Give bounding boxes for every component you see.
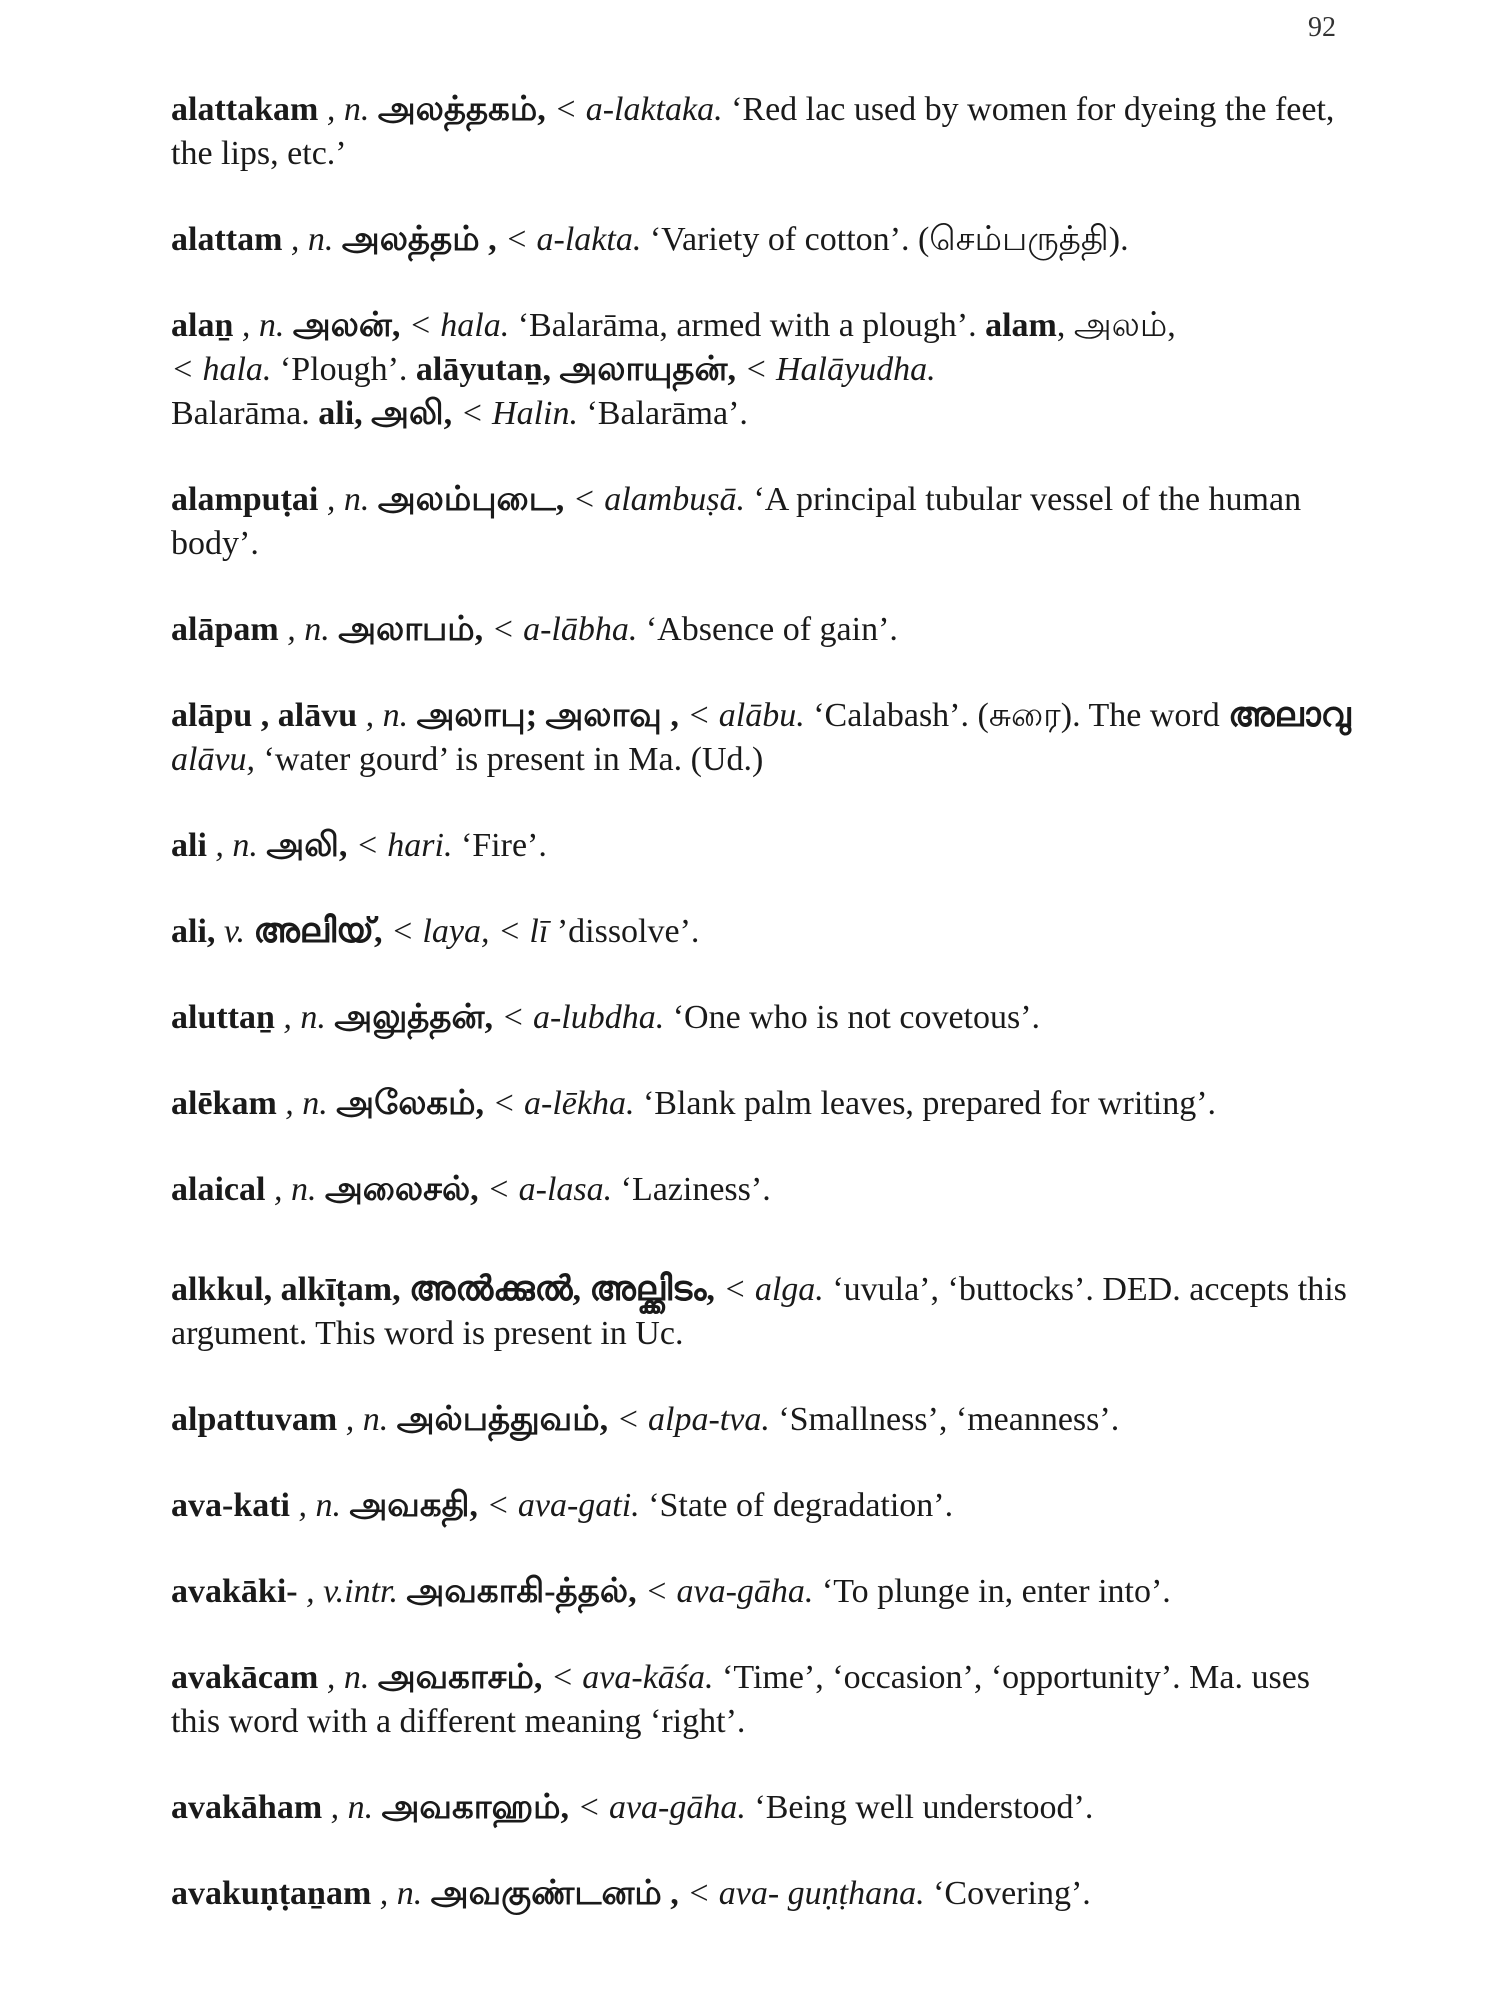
dictionary-entry <box>171 1268 1356 1356</box>
part-of-speech: , n. <box>365 697 409 734</box>
etymology: < alpa-tva. <box>616 1401 770 1438</box>
headword: alāpu , alāvu <box>171 697 358 734</box>
headword: alkkul, alkīṭam, <box>171 1271 401 1308</box>
gloss: ‘Balarāma’. <box>586 395 748 432</box>
part-of-speech: , n. <box>241 307 285 344</box>
entry-list <box>171 88 1356 1916</box>
part-of-speech: , n. <box>326 481 370 518</box>
etymology: < ava-kāśa. <box>550 1659 714 1696</box>
etymology: < alambuṣā. <box>572 481 745 518</box>
tamil-form: அவகாசம், <box>377 1659 543 1696</box>
part-of-speech: , n. <box>287 611 330 648</box>
gloss: ‘State of degradation’. <box>648 1487 954 1524</box>
part-of-speech: , n. <box>290 221 334 258</box>
tamil-form: அவகுண்டனம் , <box>430 1875 679 1912</box>
headword: ali, <box>171 913 216 950</box>
tamil-form: அலன், <box>292 307 401 344</box>
malayalam-form: അലിയ്, <box>253 913 383 950</box>
gloss: ‘Blank palm leaves, prepared for writing’. <box>642 1085 1217 1122</box>
headword: alattam <box>171 221 283 258</box>
etymology: < a-lasa. <box>487 1171 613 1208</box>
gloss: ‘Plough’. <box>279 351 408 388</box>
tamil-form: அவகாஹம், <box>381 1789 570 1826</box>
headword: avakāki- <box>171 1573 298 1610</box>
dictionary-entry <box>171 996 1356 1040</box>
gloss: ‘To plunge in, enter into’. <box>821 1573 1171 1610</box>
dictionary-entry <box>171 1656 1356 1744</box>
gloss: ‘Fire’. <box>460 827 547 864</box>
gloss: ‘Calabash’. (சுரை). The word <box>813 697 1220 734</box>
part-of-speech: v. <box>223 913 245 950</box>
gloss: ‘Time’, ‘occasion’, ‘opportunity’. Ma. uses this word with a different meaning ‘right’. <box>171 1659 1311 1740</box>
headword: aluttaṉ <box>171 999 275 1036</box>
tamil-form: அவகாகி-த்தல், <box>406 1573 637 1610</box>
headword: ali <box>318 395 355 432</box>
dictionary-entry <box>171 824 1356 868</box>
dictionary-entry <box>171 694 1356 782</box>
gloss: ‘Variety of cotton’. (செம்பருத்தி). <box>649 221 1129 258</box>
gloss: ‘water gourd’ is present in Ma. (Ud.) <box>263 741 764 778</box>
dictionary-entry <box>171 1168 1356 1212</box>
dictionary-entry <box>171 88 1356 176</box>
dictionary-entry <box>171 1484 1356 1528</box>
gloss: ‘Being well understood’. <box>754 1789 1094 1826</box>
dictionary-entry <box>171 910 1356 954</box>
gloss: ‘Balarāma, armed with a plough’. <box>517 307 977 344</box>
headword: alāyutaṉ <box>415 351 543 388</box>
headword: alēkam <box>171 1085 277 1122</box>
headword: alam <box>985 307 1057 344</box>
dictionary-entry <box>171 1570 1356 1614</box>
tamil-form: , அலாயுதன், <box>542 351 737 388</box>
tamil-form: , அலம், <box>1056 307 1176 344</box>
part-of-speech: , n. <box>283 999 326 1036</box>
part-of-speech: , n. <box>345 1401 389 1438</box>
dictionary-entry <box>171 608 1356 652</box>
part-of-speech: , n. <box>215 827 258 864</box>
headword: alampuṭai <box>171 481 319 518</box>
malayalam-form: അൽക്കുൽ, അല്ക്കിടം, <box>409 1271 715 1308</box>
etymology: < a-laktaka. <box>554 91 723 128</box>
gloss: ‘Laziness’. <box>620 1171 771 1208</box>
dictionary-entry <box>171 1786 1356 1830</box>
tamil-form: அலேகம், <box>336 1085 485 1122</box>
etymology: < ava- guṇṭhana. <box>687 1875 925 1912</box>
headword: alattakam <box>171 91 319 128</box>
dictionary-entry <box>171 1872 1356 1916</box>
headword: avakuṇṭaṉam <box>171 1875 372 1912</box>
etymology: < alga. <box>723 1271 824 1308</box>
tamil-form: அலி, <box>266 827 348 864</box>
etymology: < ava-gati. <box>486 1487 640 1524</box>
tamil-form: அலாபு; அலாவு , <box>416 697 679 734</box>
tamil-form: அலத்தம் , <box>341 221 497 258</box>
tamil-form: அவகதி, <box>349 1487 478 1524</box>
tamil-form: அலாபம், <box>338 611 484 648</box>
etymology: < Halin. <box>460 395 578 432</box>
etymology: < ava-gāha. <box>577 1789 746 1826</box>
headword: alaṉ <box>171 307 234 344</box>
headword: alpattuvam <box>171 1401 338 1438</box>
tamil-form: அலைசல், <box>324 1171 479 1208</box>
tamil-form: அல்பத்துவம், <box>396 1401 609 1438</box>
etymology: < a-lubdha. <box>501 999 665 1036</box>
page-number: 92 <box>1308 12 1336 43</box>
etymology: < hari. <box>355 827 453 864</box>
part-of-speech: , n. <box>326 91 370 128</box>
etymology: < a-lābha. <box>491 611 638 648</box>
gloss: ‘Absence of gain’. <box>645 611 898 648</box>
dictionary-entry <box>171 218 1356 262</box>
part-of-speech: , n. <box>330 1789 374 1826</box>
dictionary-entry <box>171 1082 1356 1126</box>
etymology: < alābu. <box>687 697 805 734</box>
tamil-form: அலத்தகம், <box>377 91 546 128</box>
dictionary-entry <box>171 1398 1356 1442</box>
tamil-form: , அலி, <box>354 395 453 432</box>
headword: avakācam <box>171 1659 319 1696</box>
dictionary-entry <box>171 304 1356 436</box>
headword: ali <box>171 827 207 864</box>
etymology: < laya, < lī <box>390 913 549 950</box>
part-of-speech: , n. <box>298 1487 341 1524</box>
headword: alaical <box>171 1171 266 1208</box>
etymology: < hala. <box>171 351 272 388</box>
gloss: Balarāma. <box>171 395 310 432</box>
dictionary-entry <box>171 478 1356 566</box>
etymology: < a-lēkha. <box>492 1085 635 1122</box>
etymology: < ava-gāha. <box>645 1573 814 1610</box>
gloss: ‘uvula’, ‘buttocks’. DED. accepts this argument. This word is present in Uc. <box>171 1271 1347 1352</box>
gloss: ‘A principal tubular vessel of the human body’. <box>171 481 1302 562</box>
part-of-speech: , n. <box>379 1875 423 1912</box>
gloss: ‘Covering’. <box>933 1875 1091 1912</box>
part-of-speech: , n. <box>273 1171 317 1208</box>
etymology: < hala. <box>408 307 510 344</box>
part-of-speech: , v.intr. <box>306 1573 399 1610</box>
etymology: < a-lakta. <box>505 221 642 258</box>
tamil-form: அலுத்தன், <box>334 999 493 1036</box>
etymology: < Halāyudha. <box>744 351 936 388</box>
etymology: alāvu, <box>171 741 256 778</box>
headword: alāpam <box>171 611 279 648</box>
gloss: ‘Red lac used by women for dyeing the feet, the lips, etc.’ <box>171 91 1335 172</box>
malayalam-form: അലാവു <box>1228 697 1351 734</box>
part-of-speech: , n. <box>285 1085 328 1122</box>
tamil-form: அலம்புடை, <box>377 481 565 518</box>
headword: ava-kati <box>171 1487 290 1524</box>
gloss: ‘Smallness’, ‘meanness’. <box>778 1401 1120 1438</box>
gloss: ‘One who is not covetous’. <box>672 999 1041 1036</box>
gloss: ’dissolve’. <box>556 913 700 950</box>
headword: avakāham <box>171 1789 323 1826</box>
part-of-speech: , n. <box>326 1659 370 1696</box>
